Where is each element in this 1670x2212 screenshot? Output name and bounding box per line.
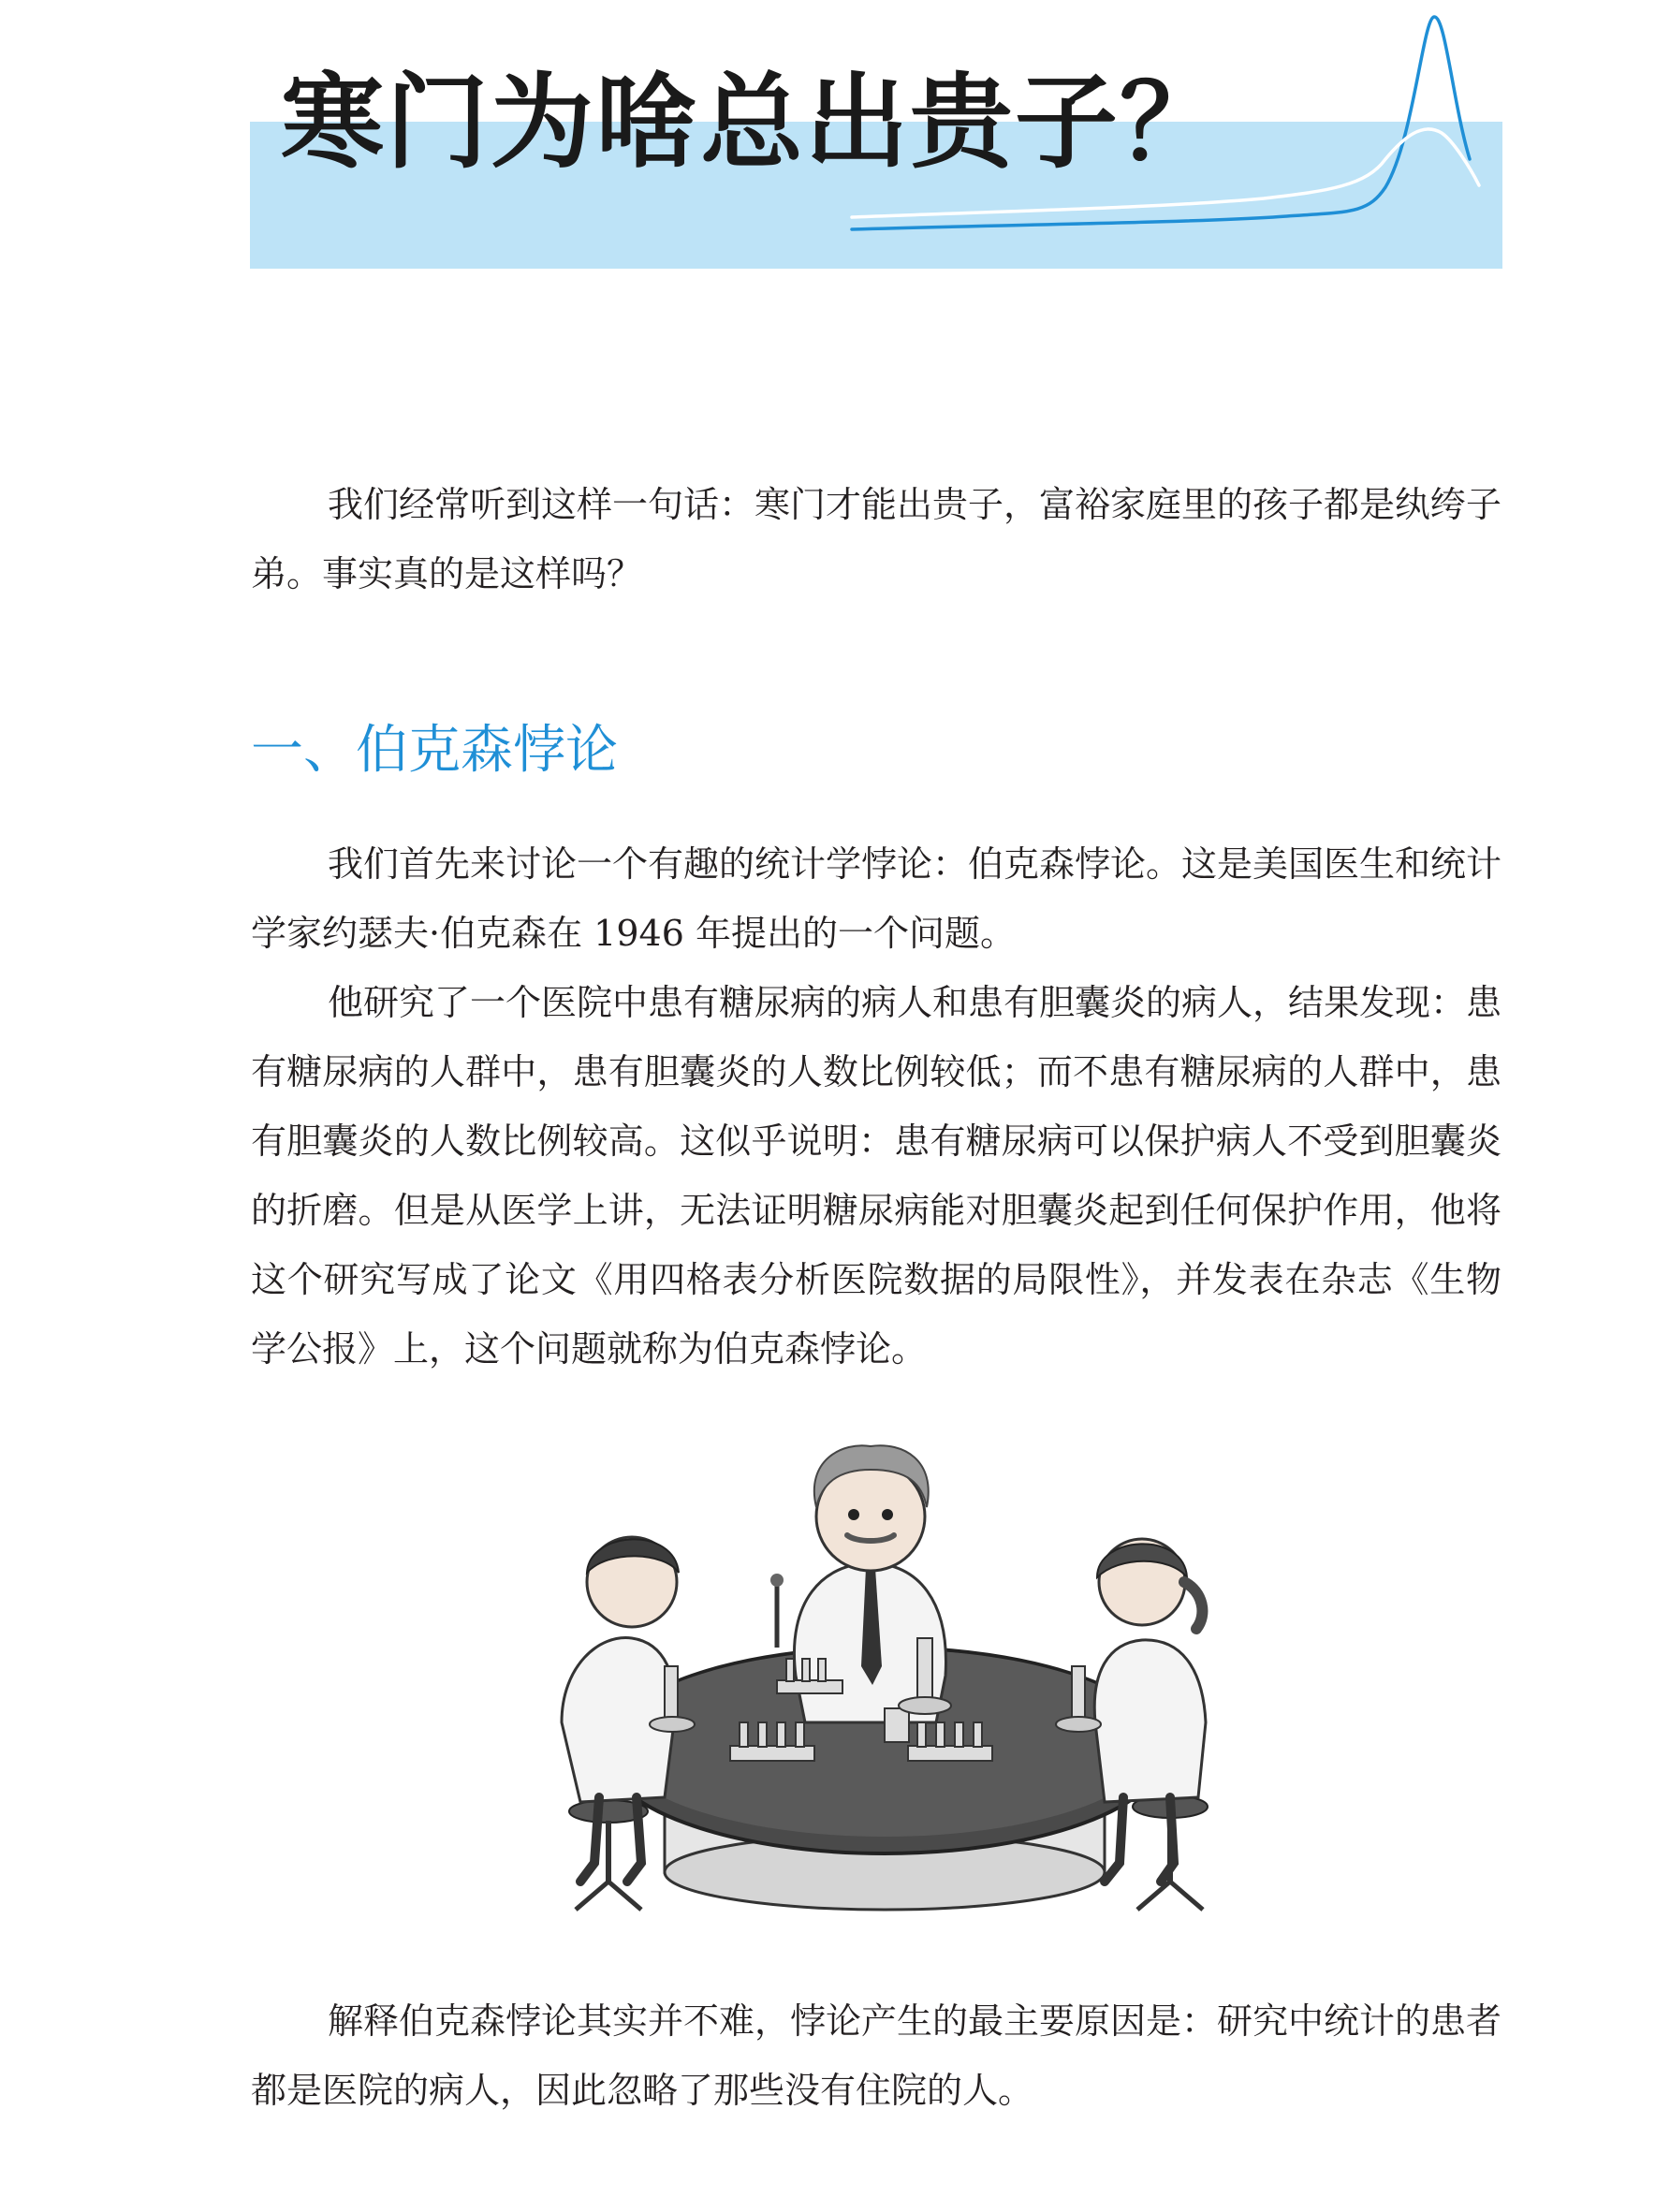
intro-paragraph: 我们经常听到这样一句话：寒门才能出贵子，富裕家庭里的孩子都是纨绔子弟。事实真的是这样吗？ — [251, 484, 1502, 594]
intro-section — [251, 470, 1502, 608]
conclusion-paragraph: 解释伯克森悖论其实并不难，悖论产生的最主要原因是：研究中统计的患者都是医院的病人，因此忽略了那些没有住院的人。 — [251, 2000, 1502, 2111]
body-paragraph-1: 我们首先来讨论一个有趣的统计学悖论：伯克森悖论。这是美国医生和统计学家约瑟夫·伯克森在 1946 年提出的一个问题。 — [251, 843, 1502, 954]
scientists-lab-table-illustration — [524, 1442, 1245, 1947]
section-body — [251, 829, 1502, 1384]
section-heading: 一、伯克森悖论 — [251, 720, 618, 781]
conclusion-section — [251, 1986, 1502, 2125]
page-title: 寒门为啥总出贵子？ — [281, 63, 1224, 183]
body-paragraph-2: 他研究了一个医院中患有糖尿病的病人和患有胆囊炎的病人，结果发现：患有糖尿病的人群中，患有胆囊炎的人数比例较低；而不患有糖尿病的人群中，患有胆囊炎的人数比例较高。这似乎说明：患有糖尿病可以保护病人不受到胆囊炎的折磨。但是从医学上讲，无法证明糖尿病能对胆囊炎起到任何保护作用，他将这个研究写成了论文《用四格表分析医院数据的局限性》，并发表在杂志《生物学公报》上，这个问题就称为伯克森悖论。 — [251, 982, 1502, 1370]
